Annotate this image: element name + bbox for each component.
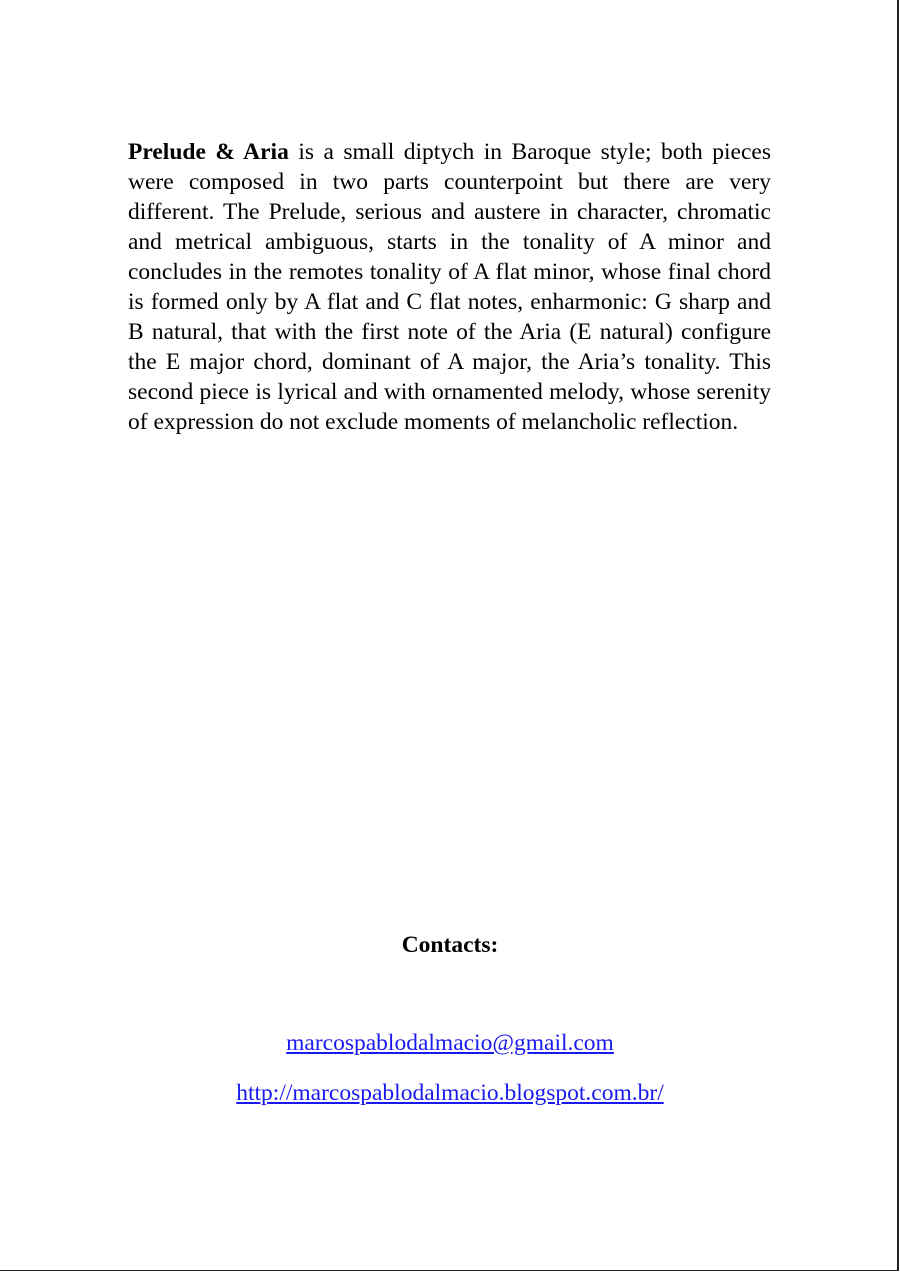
email-link-row [0,1028,900,1058]
description-paragraph [128,137,771,437]
blog-link[interactable]: http://marcospablodalmacio.blogspot.com.br/ [236,1080,664,1106]
description-text: is a small diptych in Baroque style; both pieces were composed in two parts counterpoint but there are very different. The Prelude, serious and austere in character, chromatic and metrical ambiguous, starts in the tonality of A minor and concludes in the remotes tonality of A flat minor, whose final chord is formed only by A flat and C flat notes, enharmonic: G sharp and B natural, that with the first note of the Aria (E natural) configure the E major chord, dominant of A major, the Aria’s tonality. This second piece is lyrical and with ornamented melody, whose serenity of expression do not exclude moments of melancholic reflection. [128,139,771,435]
contacts-heading: Contacts: [401,932,499,958]
blog-link-row [0,1078,900,1108]
email-link[interactable]: marcospablodalmacio@gmail.com [286,1030,614,1056]
description-title: Prelude & Aria [128,139,289,165]
